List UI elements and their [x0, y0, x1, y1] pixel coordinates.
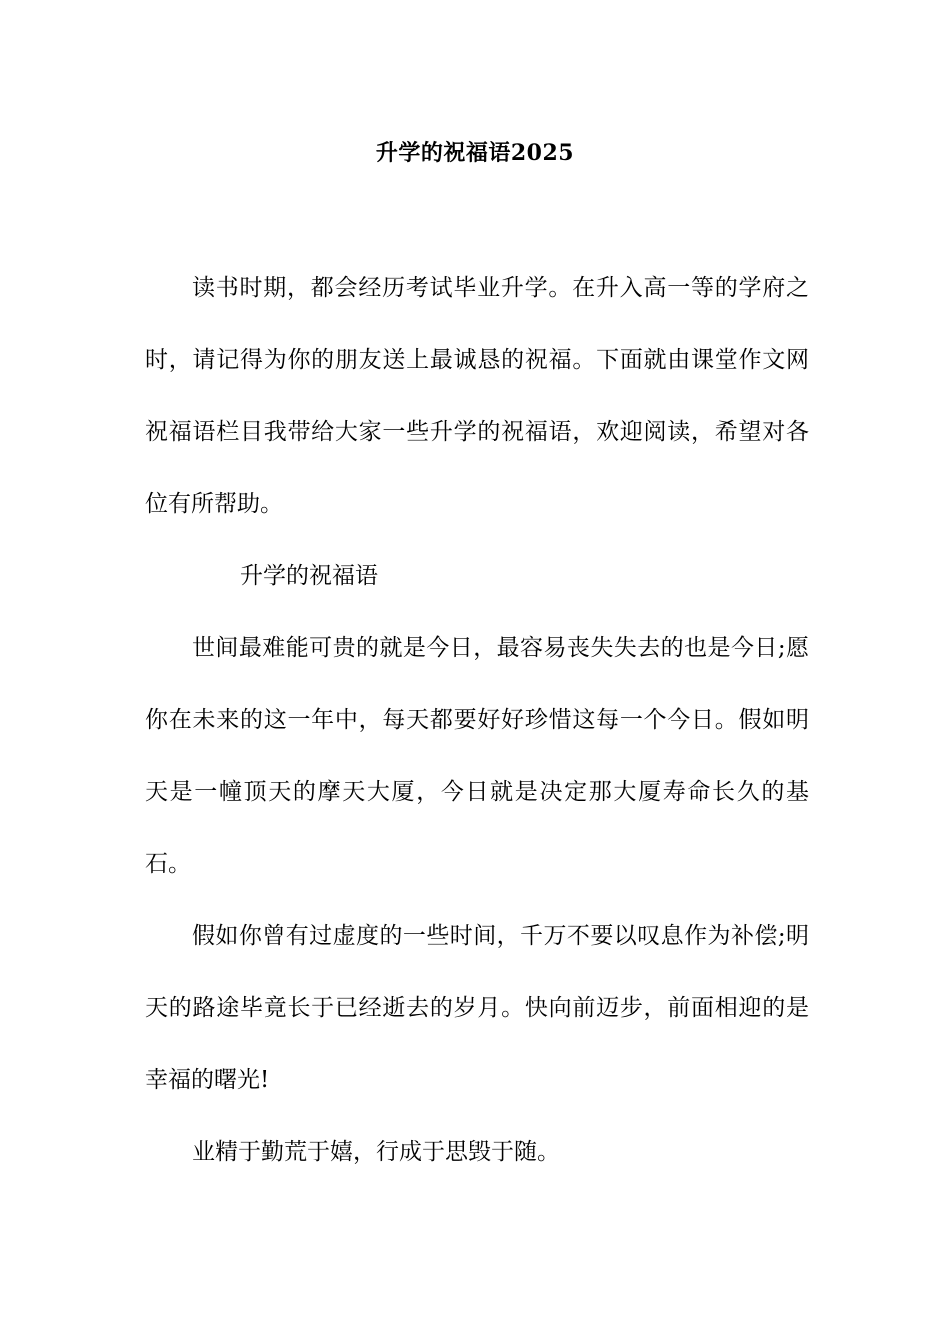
- paragraph-intro: 读书时期，都会经历考试毕业升学。在升入高一等的学府之时，请记得为你的朋友送上最诚恳的祝福。下面就由课堂作文网祝福语栏目我带给大家一些升学的祝福语，欢迎阅读，希望对各位有所帮助。: [145, 275, 809, 517]
- section-heading: 升学的祝福语: [240, 563, 378, 589]
- document-body: [145, 252, 809, 1188]
- document-title: 升学的祝福语2025: [375, 140, 575, 166]
- paragraph-blessing-1: 世间最难能可贵的就是今日，最容易丧失失去的也是今日;愿你在未来的这一年中，每天都要好好珍惜这每一个今日。假如明天是一幢顶天的摩天大厦，今日就是决定那大厦寿命长久的基石。: [145, 635, 809, 877]
- paragraph-blessing-2: 假如你曾有过虚度的一些时间，千万不要以叹息作为补偿;明天的路途毕竟长于已经逝去的岁月。快向前迈步，前面相迎的是幸福的曙光!: [145, 923, 809, 1093]
- paragraph-blessing-3: 业精于勤荒于嬉，行成于思毁于随。: [192, 1139, 560, 1165]
